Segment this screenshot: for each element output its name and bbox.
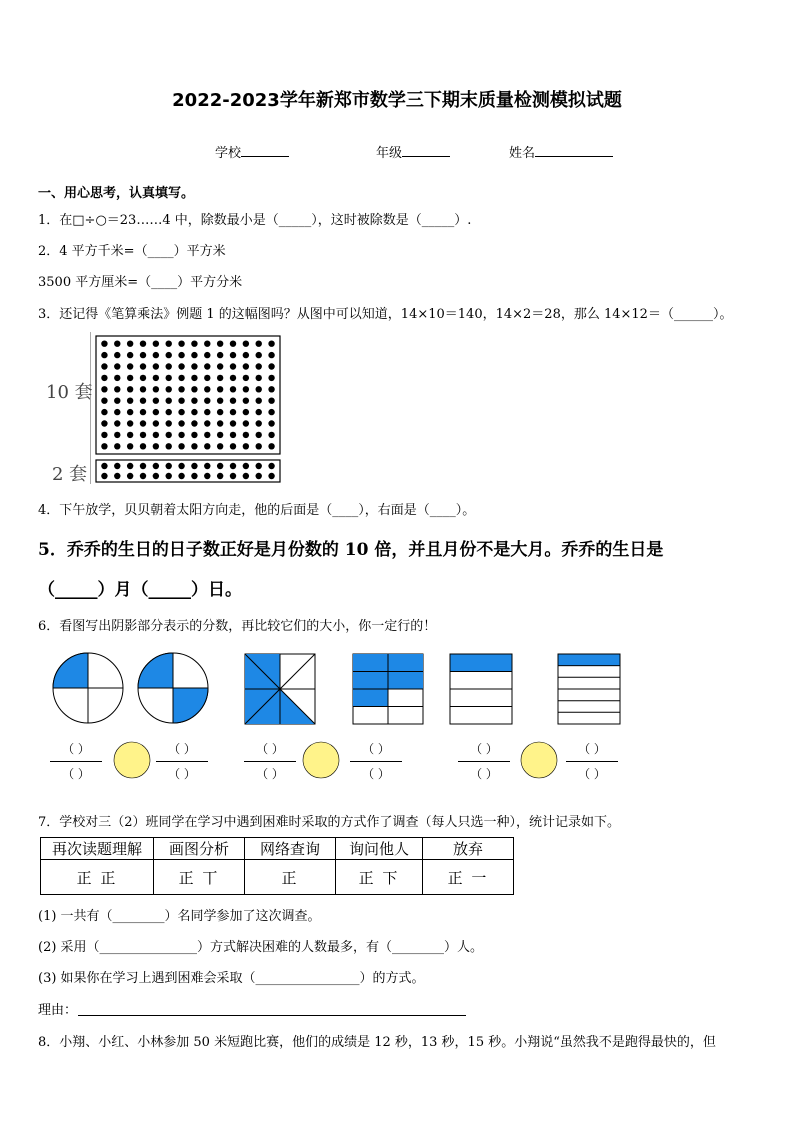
school-label: 学校 [215,146,242,161]
dot [217,420,223,426]
dot [243,363,249,369]
strip-sixths-figure [558,654,620,724]
question-7: 7．学校对三（2）班同学在学习中遇到困难时采取的方式作了调查（每人只选一种），统计记录如下。 [38,815,621,830]
dot [166,463,172,469]
dot [191,375,197,381]
dot [140,432,146,438]
dot [153,443,159,449]
dot [191,398,197,404]
header-cell: 画图分析 [154,838,245,860]
dot [101,473,107,479]
dot [230,341,236,347]
dot [217,432,223,438]
dot [243,341,249,347]
dot [256,352,262,358]
dot [178,386,184,392]
question-3: 3．还记得《笔算乘法》例题 1 的这幅图吗？从图中可以知道，14×10＝140，14×2＝28，那么 14×12＝（______）。 [38,307,733,322]
strip-quarters-figure [450,654,512,724]
dot [166,420,172,426]
dot [127,432,133,438]
dot [140,443,146,449]
tally-cell: 正 下 [336,860,423,895]
label-10-sets: 10 套 [46,382,93,403]
dot [191,386,197,392]
dot [217,463,223,469]
dot [178,432,184,438]
dot [127,398,133,404]
dot [268,341,274,347]
dot [230,352,236,358]
dot [204,375,210,381]
dot [217,341,223,347]
dot [153,398,159,404]
reason-label: 理由： [38,1003,78,1018]
dot [204,386,210,392]
dot [256,386,262,392]
dot [256,363,262,369]
circle-half-figure [138,653,208,723]
dot [166,432,172,438]
dot [178,473,184,479]
question-6: 6．看图写出阴影部分表示的分数，再比较它们的大小，你一定行的！ [38,619,437,634]
dot [268,375,274,381]
grid-eighths-figure [353,654,423,724]
dot [153,375,159,381]
dot [256,473,262,479]
dot [166,375,172,381]
dot [153,409,159,415]
dot [178,352,184,358]
dot [140,341,146,347]
circle-quarter-figure [53,653,123,723]
dot [217,375,223,381]
dot [243,432,249,438]
dot [127,363,133,369]
dot [178,420,184,426]
dot [140,409,146,415]
header-cell: 放弃 [423,838,514,860]
dot [101,341,107,347]
dot [268,463,274,469]
dot [140,463,146,469]
dot [204,473,210,479]
label-2-sets: 2 套 [52,464,88,485]
dot [114,398,120,404]
fraction-figures [48,650,628,730]
dot [268,398,274,404]
dot [243,398,249,404]
dot [268,420,274,426]
question-4: 4．下午放学，贝贝朝着太阳方向走，他的后面是（____），右面是（____）。 [38,503,476,518]
question-1: 1．在□÷○＝23……4 中，除数最小是（_____），这时被除数是（_____）. [38,213,472,228]
dot [268,386,274,392]
dot [204,443,210,449]
dot [178,463,184,469]
dot [140,375,146,381]
dot [101,352,107,358]
dot [140,473,146,479]
dot [178,409,184,415]
dot [268,432,274,438]
dot [101,398,107,404]
dot [204,420,210,426]
dot [101,463,107,469]
dot [256,443,262,449]
dot [230,463,236,469]
dot [230,432,236,438]
name-label: 姓名 [509,146,536,161]
page-title: 2022-2023学年新郑市数学三下期末质量检测模拟试题 [172,90,622,111]
dot-array-figure [90,332,290,487]
dot [204,409,210,415]
header-cell: 再次读题理解 [41,838,154,860]
fraction-blank-1[interactable]: （ ） （ ） [50,740,102,783]
dot [256,463,262,469]
dot [230,443,236,449]
dot [256,398,262,404]
dot [127,420,133,426]
dot [114,352,120,358]
dot [243,463,249,469]
dot [268,443,274,449]
header-cell: 网络查询 [245,838,336,860]
dot [101,363,107,369]
dot [230,420,236,426]
dot [217,363,223,369]
dot [114,443,120,449]
dot [230,398,236,404]
name-field [509,142,613,161]
question-5-line2: （_____）月（_____）日。 [38,580,242,600]
dot [114,420,120,426]
dot [166,473,172,479]
dot [217,386,223,392]
section-heading: 一、用心思考，认真填写。 [38,186,195,201]
dot [114,432,120,438]
dot [268,363,274,369]
dot [140,386,146,392]
dot [114,375,120,381]
grade-label: 年级 [376,146,403,161]
survey-table [40,837,514,895]
fraction-blank-5[interactable]: （ ） （ ） [458,740,510,783]
dot [127,375,133,381]
dot [191,473,197,479]
dot [230,386,236,392]
dot [230,363,236,369]
dot [166,398,172,404]
dot [166,341,172,347]
dot [230,409,236,415]
dot [166,352,172,358]
question-7-1: (1) 一共有（________）名同学参加了这次调查。 [38,909,321,924]
question-7-3: (3) 如果你在学习上遇到困难会采取（________________）的方式。 [38,971,425,986]
dot [217,398,223,404]
dot [101,443,107,449]
dot [153,352,159,358]
dot [191,420,197,426]
compare-circle-2[interactable] [301,740,341,780]
question-8: 8．小翔、小红、小林参加 50 米短跑比赛，他们的成绩是 12 秒，13 秒，15 秒。小翔说“虽然我不是跑得最快的，但 [38,1035,716,1050]
grade-field [376,142,450,161]
dot [191,341,197,347]
dot [166,443,172,449]
dot [191,409,197,415]
dot [217,409,223,415]
question-7-2: (2) 采用（_______________）方式解决困难的人数最多，有（________）人。 [38,940,484,955]
dot [127,409,133,415]
dot [243,352,249,358]
dot [191,443,197,449]
dot [204,398,210,404]
dot [114,363,120,369]
dot [204,352,210,358]
dot [140,363,146,369]
fraction-blank-2[interactable]: （ ） （ ） [156,740,208,783]
dot [178,398,184,404]
dot [140,420,146,426]
dot [243,473,249,479]
dot [178,341,184,347]
dot [204,341,210,347]
dot [191,463,197,469]
dot [153,432,159,438]
dot [217,443,223,449]
tally-cell: 正 正 [41,860,154,895]
square-eighths-figure [245,654,315,724]
dot [166,363,172,369]
dot [268,352,274,358]
dot [268,473,274,479]
dot [153,463,159,469]
tally-cell: 正 丅 [154,860,245,895]
dot [166,409,172,415]
dot [153,386,159,392]
dot [153,420,159,426]
dot [101,432,107,438]
dot [256,341,262,347]
dot [114,386,120,392]
dot [114,473,120,479]
dot [256,432,262,438]
dot [243,409,249,415]
dot [127,352,133,358]
dot [217,352,223,358]
dot [243,375,249,381]
fraction-blank-6[interactable]: （ ） （ ） [566,740,618,783]
dot [178,443,184,449]
dot [114,341,120,347]
question-2a: 2．4 平方千米=（____）平方米 [38,244,226,259]
dot [191,352,197,358]
dot [127,443,133,449]
question-2b: 3500 平方厘米=（____）平方分米 [38,275,243,290]
dot [178,375,184,381]
dot [256,409,262,415]
dot [114,409,120,415]
dot [127,341,133,347]
dot [268,409,274,415]
dot [217,473,223,479]
dot [243,443,249,449]
dot [101,375,107,381]
dot [191,432,197,438]
dot [230,473,236,479]
dot [204,463,210,469]
fraction-blank-3[interactable]: （ ） （ ） [244,740,296,783]
dot [140,352,146,358]
dot [204,363,210,369]
dot [140,398,146,404]
dot [101,409,107,415]
dot [243,386,249,392]
compare-circle-3[interactable] [519,740,559,780]
header-cell: 询问他人 [336,838,423,860]
dot [101,420,107,426]
tally-cell: 正 一 [423,860,514,895]
dot [256,420,262,426]
dot [127,386,133,392]
dot [114,463,120,469]
fraction-blank-4[interactable]: （ ） （ ） [350,740,402,783]
dot [153,341,159,347]
dot [153,363,159,369]
school-field [215,142,289,161]
compare-circle-1[interactable] [112,740,152,780]
question-5-line1: 5．乔乔的生日的日子数正好是月份数的 10 倍，并且月份不是大月。乔乔的生日是 [38,540,664,560]
dot [230,375,236,381]
dot [166,386,172,392]
dot [256,375,262,381]
dot [153,473,159,479]
dot [243,420,249,426]
dot [127,463,133,469]
dot [127,473,133,479]
dot [204,432,210,438]
reason-answer-line[interactable] [78,1015,466,1016]
dot [191,363,197,369]
dot [101,386,107,392]
dot [178,363,184,369]
tally-cell: 正 [245,860,336,895]
